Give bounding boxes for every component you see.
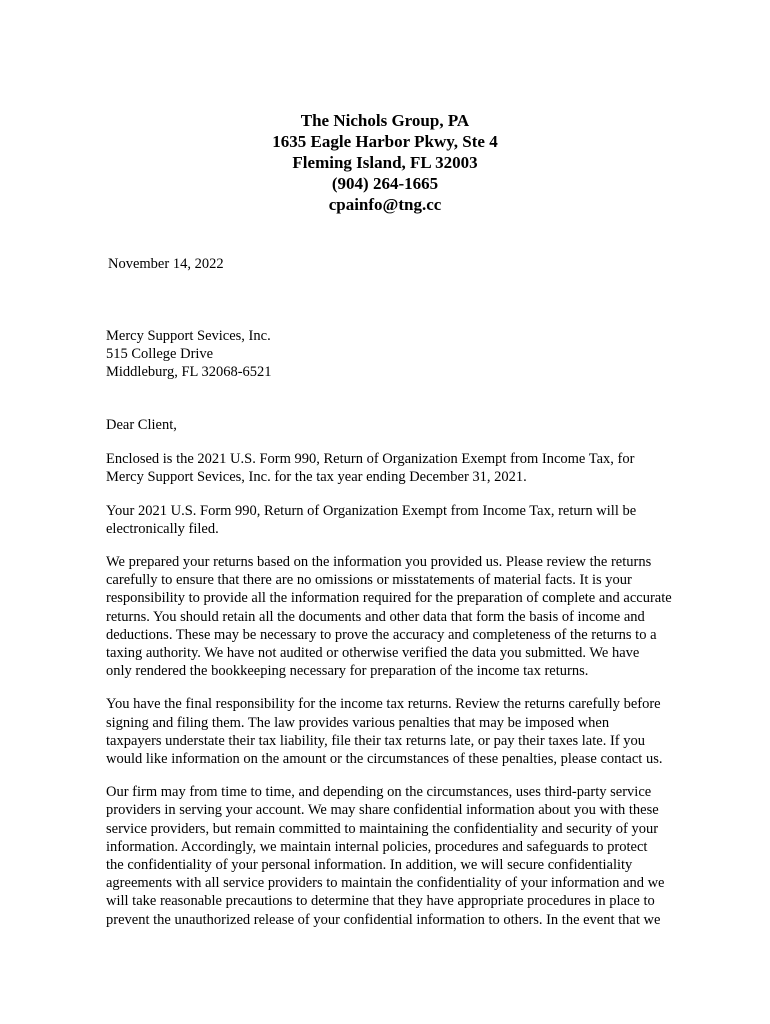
paragraph-line: You have the final responsibility for the income tax returns. Review the returns carefully before xyxy=(106,696,661,713)
firm-name: The Nichols Group, PA xyxy=(300,111,470,130)
paragraph-confidentiality xyxy=(106,783,706,929)
paragraph-line: Our firm may from time to time, and depending on the circumstances, uses third-party service xyxy=(106,784,652,801)
firm-email: cpainfo@tng.cc xyxy=(328,195,442,214)
paragraph-line: would like information on the amount or the circumstances of these penalties, please contact us. xyxy=(106,751,663,768)
paragraph-line: electronically filed. xyxy=(106,520,219,537)
paragraph-line: deductions. These may be necessary to prove the accuracy and completeness of the returns to a xyxy=(106,626,657,643)
paragraph-line: Mercy Support Sevices, Inc. for the tax year ending December 31, 2021. xyxy=(106,469,527,486)
letterhead xyxy=(0,110,770,215)
letter-date: November 14, 2022 xyxy=(108,256,224,272)
recipient-city-state-zip: Middleburg, FL 32068-6521 xyxy=(106,364,272,380)
recipient-name: Mercy Support Sevices, Inc. xyxy=(106,328,271,344)
paragraph-line: Your 2021 U.S. Form 990, Return of Organization Exempt from Income Tax, return will be xyxy=(106,502,637,519)
paragraph-line: signing and filing them. The law provides various penalties that may be imposed when xyxy=(106,714,610,731)
paragraph-line: the confidentiality of your personal information. In addition, we will secure confidentiality xyxy=(106,857,633,874)
firm-city-state-zip: Fleming Island, FL 32003 xyxy=(292,153,478,172)
letter-body xyxy=(106,416,706,944)
paragraph-line: service providers, but remain committed to maintaining the confidentiality and security of your xyxy=(106,820,659,837)
paragraph-preparation xyxy=(106,553,706,680)
firm-phone: (904) 264-1665 xyxy=(331,174,439,193)
paragraph-line: prevent the unauthorized release of your confidential information to others. In the event that we xyxy=(106,911,661,928)
recipient-address xyxy=(106,327,272,381)
recipient-street: 515 College Drive xyxy=(106,346,214,362)
paragraph-line: information. Accordingly, we maintain internal policies, procedures and safeguards to protect xyxy=(106,838,648,855)
paragraph-responsibility xyxy=(106,695,706,768)
paragraph-line: returns. You should retain all the documents and other data that form the basis of income and xyxy=(106,608,645,625)
paragraph-line: carefully to ensure that there are no omissions or misstatements of material facts. It is your xyxy=(106,572,632,589)
paragraph-line: only rendered the bookkeeping necessary for preparation of the income tax returns. xyxy=(106,663,589,680)
paragraph-line: agreements with all service providers to maintain the confidentiality of your information and we xyxy=(106,875,665,892)
paragraph-efile xyxy=(106,502,706,538)
paragraph-line: Enclosed is the 2021 U.S. Form 990, Return of Organization Exempt from Income Tax, for xyxy=(106,451,635,468)
paragraph-line: responsibility to provide all the information required for the preparation of complete and accurate xyxy=(106,590,672,607)
paragraph-line: will take reasonable precautions to determine that they have appropriate procedures in place to xyxy=(106,893,655,910)
paragraph-enclosure xyxy=(106,450,706,486)
paragraph-line: providers in serving your account. We may share confidential information about you with these xyxy=(106,802,659,819)
paragraph-line: taxpayers understate their tax liability, file their tax returns late, or pay their taxes late. If you xyxy=(106,732,645,749)
salutation: Dear Client, xyxy=(106,417,177,433)
paragraph-line: taxing authority. We have not audited or otherwise verified the data you submitted. We have xyxy=(106,645,640,662)
paragraph-line: We prepared your returns based on the information you provided us. Please review the returns xyxy=(106,554,652,571)
firm-street: 1635 Eagle Harbor Pkwy, Ste 4 xyxy=(272,132,498,151)
